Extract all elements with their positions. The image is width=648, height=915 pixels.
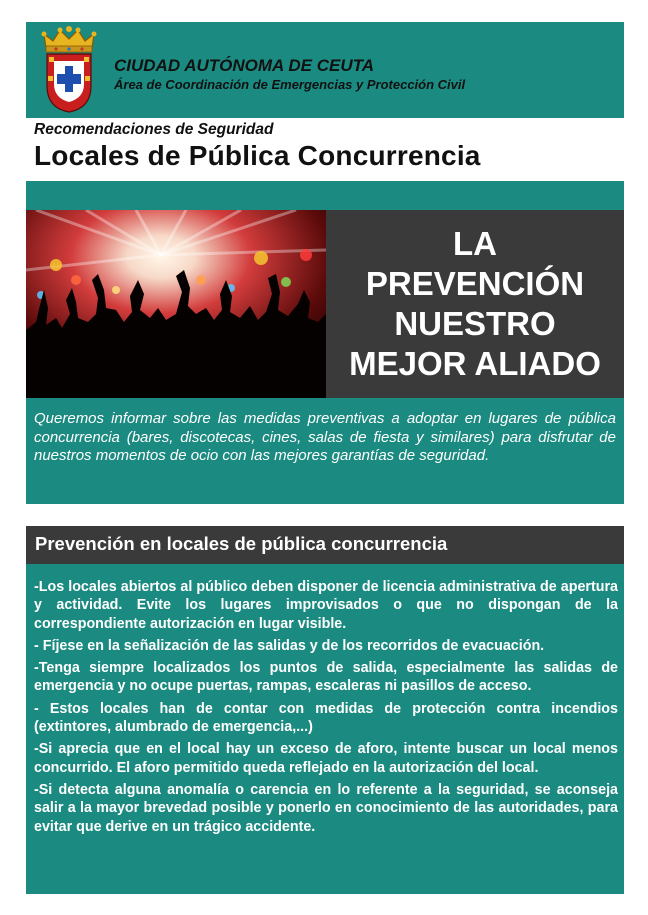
slogan-text: LA PREVENCIÓN NUESTRO MEJOR ALIADO (349, 225, 601, 382)
slogan-panel (326, 210, 624, 398)
concert-crowd-silhouette-image (26, 210, 326, 398)
coat-of-arms-icon (40, 26, 98, 114)
list-item: - Fíjese en la señalización de las salidas y de los recorridos de evacuación. (34, 637, 545, 654)
section-header (26, 526, 624, 564)
list-item: -Si aprecia que en el local hay un exceso de aforo, intente buscar un local menos concurrido. El aforo permitido queda reflejado en la autorización del local. (34, 741, 618, 776)
section-title: Prevención en locales de pública concurrencia (35, 533, 448, 554)
org-subtitle: Área de Coordinación de Emergencias y Protección Civil (114, 77, 466, 92)
list-item: -Tenga siempre localizados los puntos de salida, especialmente las salidas de emergencia y no ocupe puertas, rampas, escaleras ni pasillos de acceso. (34, 660, 618, 695)
intro-panel (26, 398, 624, 504)
list-item: -Si detecta alguna anomalía o carencia en lo referente a la seguridad, se aconseja salir a la mayor brevedad posible y ponerlo en conocimiento de las autoridades, para evitar que derive en un trágico accidente. (34, 781, 618, 835)
recommendations-panel (26, 564, 624, 894)
divider-strip (26, 181, 624, 210)
org-name: CIUDAD AUTÓNOMA DE CEUTA (114, 56, 375, 75)
doc-kicker: Recomendaciones de Seguridad (34, 121, 274, 138)
list-item: - Estos locales han de contar con medidas de protección contra incendios (extintores, alumbrado de emergencia,...) (34, 700, 618, 736)
recommendations-list (34, 578, 618, 840)
doc-title: Locales de Pública Concurrencia (34, 140, 481, 171)
intro-text: Queremos informar sobre las medidas preventivas a adoptar en lugares de pública concurrencia (bares, discotecas, cines, salas de fiesta y similares) para disfrutar de nuestros momentos de ocio con las mejores garantías de seguridad. (34, 410, 616, 464)
list-item: -Los locales abiertos al público deben disponer de licencia administrativa de apertura y actividad. Evite los lugares improvisados o que no dispongan de la correspondiente autorización en lugar visible. (34, 579, 618, 632)
